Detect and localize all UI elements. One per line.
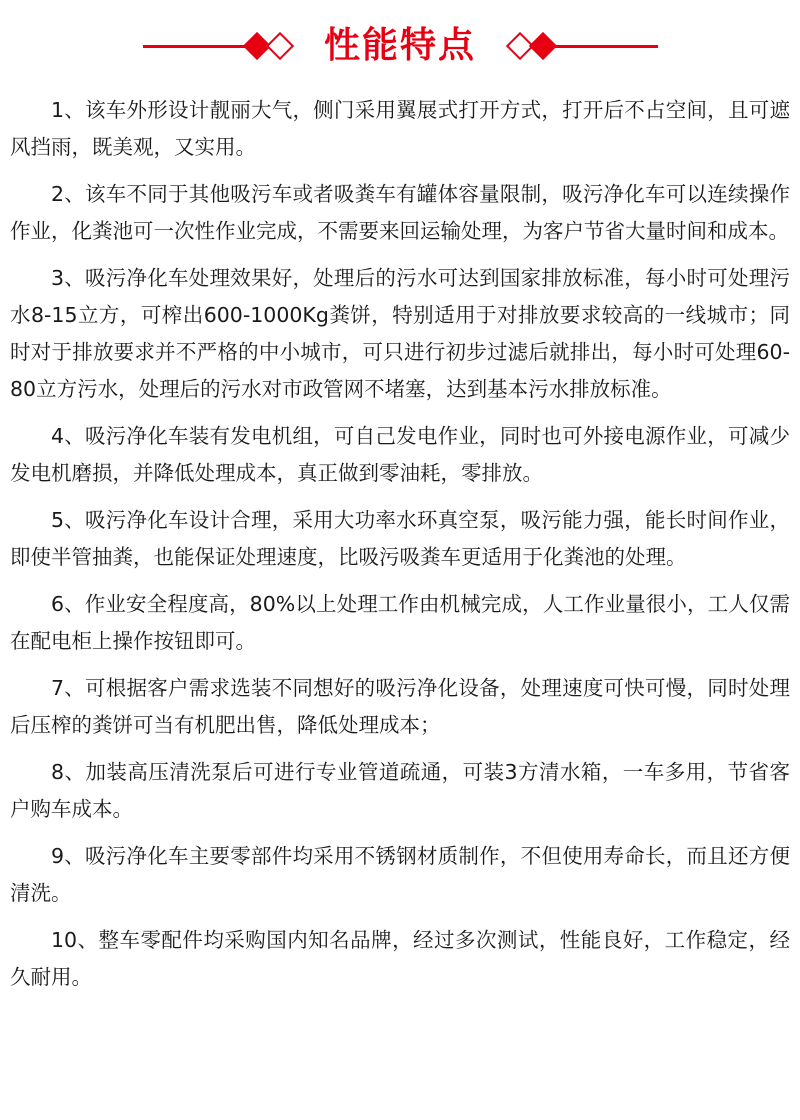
header-line-right — [548, 45, 658, 48]
diamond-outline-left-icon — [266, 32, 294, 60]
feature-list — [10, 92, 790, 1006]
feature-paragraph-4: 4、吸污净化车装有发电机组，可自己发电作业，同时也可外接电源作业，可减少发电机磨损，并降低处理成本，真正做到零油耗，零排放。 — [10, 424, 790, 485]
feature-paragraph-8: 8、加装高压清洗泵后可进行专业管道疏通，可装3方清水箱，一车多用，节省客户购车成本。 — [10, 760, 790, 821]
feature-paragraph-9: 9、吸污净化车主要零部件均采用不锈钢材质制作，不但使用寿命长，而且还方便清洗。 — [10, 844, 790, 905]
feature-paragraph-10: 10、整车零配件均采购国内知名品牌，经过多次测试，性能良好，工作稳定，经久耐用。 — [10, 928, 790, 989]
feature-paragraph-5: 5、吸污净化车设计合理，采用大功率水环真空泵，吸污能力强，能长时间作业，即使半管抽粪，也能保证处理速度，比吸污吸粪车更适用于化粪池的处理。 — [10, 508, 790, 569]
feature-paragraph-1: 1、该车外形设计靓丽大气，侧门采用翼展式打开方式，打开后不占空间，且可遮风挡雨，既美观，又实用。 — [10, 98, 790, 159]
section-header — [0, 14, 800, 78]
header-line-left — [143, 45, 253, 48]
feature-paragraph-7: 7、可根据客户需求选装不同想好的吸污净化设备，处理速度可快可慢，同时处理后压榨的粪饼可当有机肥出售，降低处理成本； — [10, 676, 790, 737]
feature-paragraph-2: 2、该车不同于其他吸污车或者吸粪车有罐体容量限制，吸污净化车可以连续操作作业，化粪池可一次性作业完成，不需要来回运输处理，为客户节省大量时间和成本。 — [10, 182, 790, 243]
feature-paragraph-3: 3、吸污净化车处理效果好，处理后的污水可达到国家排放标准，每小时可处理污水8-15立方，可榨出600-1000Kg粪饼，特别适用于对排放要求较高的一线城市；同时对于排放要求并不严格的中小城市，可只进行初步过滤后就排出，每小时可处理60-80立方污水，处理后的污水对市政管网不堵塞，达到基本污水排放标准。 — [10, 266, 790, 401]
page-title: 性能特点 — [323, 25, 476, 66]
feature-paragraph-6: 6、作业安全程度高，80%以上处理工作由机械完成，人工作业量很小，工人仅需在配电柜上操作按钮即可。 — [10, 592, 790, 653]
